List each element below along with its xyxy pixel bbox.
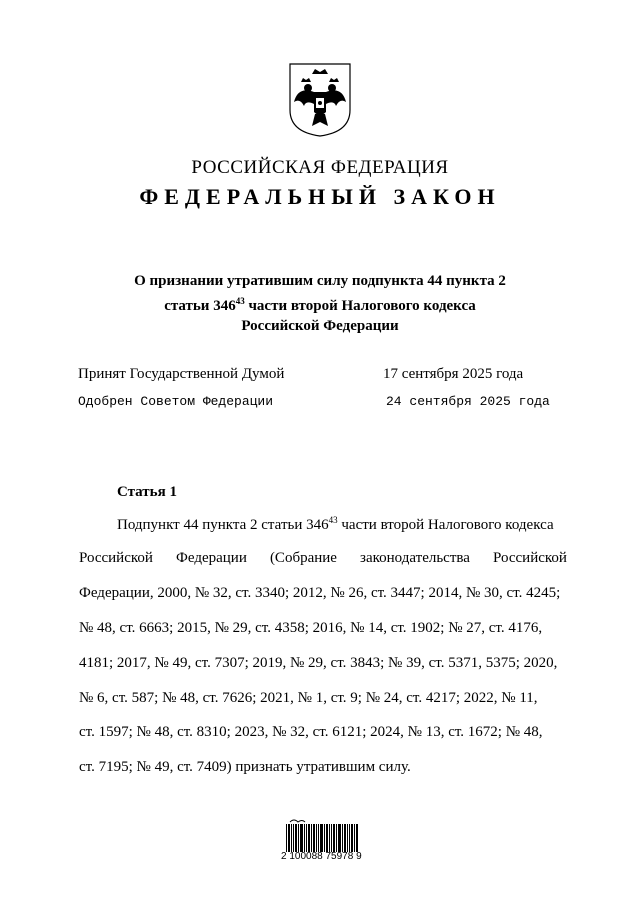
article-text-line: № 6, ст. 587; № 48, ст. 7626; 2021, № 1, ст. 9; № 24, ст. 4217; 2022, № 11, — [79, 690, 538, 706]
law-title-text: статьи 346 — [164, 298, 236, 314]
council-approval-label: Одобрен Советом Федерации — [78, 394, 274, 409]
article-text: части второй Налогового кодекса — [337, 517, 554, 533]
council-approval-date: 24 сентября 2025 года — [386, 394, 550, 409]
article-word: (Собрание — [269, 550, 337, 566]
article-superscript: 43 — [328, 515, 338, 525]
law-title-line: Российской Федерации — [241, 318, 399, 334]
duma-adoption-date: 17 сентября 2025 года — [383, 366, 524, 382]
coat-of-arms-emblem — [288, 62, 352, 138]
article-text: Подпункт 44 пункта 2 статьи 346 — [117, 517, 329, 533]
article-text-line: 4181; 2017, № 49, ст. 7307; 2019, № 29, ст. 3843; № 39, ст. 5371, 5375; 2020, — [79, 655, 558, 671]
article-text-line: ст. 7195; № 49, ст. 7409) признать утратившим силу. — [79, 759, 411, 775]
article-word: Российской — [493, 550, 567, 566]
article-text-line — [79, 550, 567, 567]
country-name: РОССИЙСКАЯ ФЕДЕРАЦИЯ — [191, 157, 449, 178]
barcode-number: 2 100088 75978 9 — [281, 851, 362, 862]
law-title-line: О признании утратившим силу подпункта 44 пункта 2 — [134, 273, 506, 289]
law-title-superscript: 43 — [235, 296, 245, 306]
article-word: Федерации — [176, 550, 247, 566]
article-word: законодательства — [360, 550, 470, 566]
article-text-line: № 48, ст. 6663; 2015, № 29, ст. 4358; 2016, № 14, ст. 1902; № 27, ст. 4176, — [79, 620, 543, 636]
article-word: Российской — [79, 550, 153, 566]
article-text-line: ст. 1597; № 48, ст. 8310; 2023, № 32, ст. 6121; 2024, № 13, ст. 1672; № 48, — [79, 724, 543, 740]
article-text-line: Федерации, 2000, № 32, ст. 3340; 2012, № 26, ст. 3447; 2014, № 30, ст. 4245; — [79, 585, 561, 601]
document-type: ФЕДЕРАЛЬНЫЙ ЗАКОН — [139, 184, 501, 209]
law-title — [0, 271, 640, 336]
law-title-line — [0, 291, 640, 316]
law-title-text: части второй Налогового кодекса — [244, 298, 476, 314]
article-heading: Статья 1 — [117, 484, 177, 500]
article-text-line — [117, 515, 567, 534]
duma-adoption-label: Принят Государственной Думой — [78, 366, 285, 382]
barcode — [286, 818, 358, 852]
